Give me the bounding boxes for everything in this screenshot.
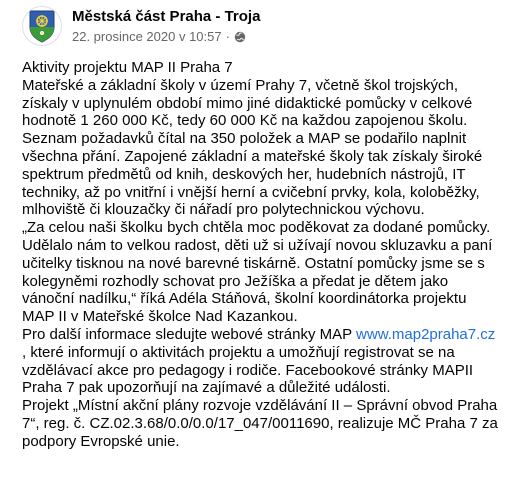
post-header: [22, 6, 260, 46]
post-subline: [72, 28, 260, 45]
paragraph-text: Pro další informace sledujte webové stránky MAP: [22, 325, 357, 343]
post-paragraph: Mateřské a základní školy v území Prahy 7, včetně škol trojských, získaly v uplynulém období mimo jiné didaktické pomůcky v celkové hodnotě 1 260 000 Kč, tedy 60 000 Kč na každou zapojenou školu.: [22, 76, 473, 130]
post-paragraph: [22, 326, 500, 397]
post-body: [22, 59, 500, 451]
post-paragraph: „Za celou naši školku bych chtěla moc poděkovat za dodané pomůcky. Udělalo nám to velkou radost, děti už si užívají novou skluzavku a paní učitelky tisknou na nové barevné tiskárně. Ostatní pomůcky jsme se s kolegyněmi rozhodly schovat pro Ježíška a předat je dětem jako vánoční nadílku,“ říká Adéla Stáňová, školní koordinátorka projektu MAP II v Mateřské školce Nad Kazankou.: [22, 219, 493, 326]
post-paragraph: Aktivity projektu MAP II Praha 7: [22, 59, 233, 76]
troja-coat-of-arms-icon: [27, 9, 57, 43]
post-timestamp[interactable]: 22. prosince 2020 v 10:57: [72, 29, 222, 44]
page-name[interactable]: Městská část Praha - Troja: [72, 8, 261, 25]
map-website-link[interactable]: www.map2praha7.cz: [356, 325, 496, 343]
globe-icon[interactable]: [234, 31, 246, 43]
post-paragraph: Seznam požadavků čítal na 350 položek a MAP se podařilo naplnit všechna přání. Zapojené základní a mateřské školy tak získaly široké spektrum předmětů od knih, deskových her, hudebních nástrojů, IT techniky, až po vnitřní i vnější herní a cvičební prvky, kola, koloběžky, mlhoviště či klouzačky či nářadí pro polytechnickou výchovu.: [22, 130, 483, 219]
paragraph-text: , které informují o aktivitách projektu a umožňují registrovat se na vzdělávací akce pro pedagogy i rodiče. Facebookové stránky MAPII Praha 7 pak upozorňují na zajímavé a důležité události.: [22, 343, 474, 397]
avatar[interactable]: [22, 6, 62, 46]
post-meta: [72, 7, 260, 45]
post-paragraph: Projekt „Místní akční plány rozvoje vzdělávání II – Správní obvod Praha 7“, reg. č. CZ.02.3.68/0.0/0.0/17_047/0011690, realizuje MČ Praha 7 za podpory Evropské unie.: [22, 397, 498, 450]
separator-dot: ·: [225, 29, 230, 44]
